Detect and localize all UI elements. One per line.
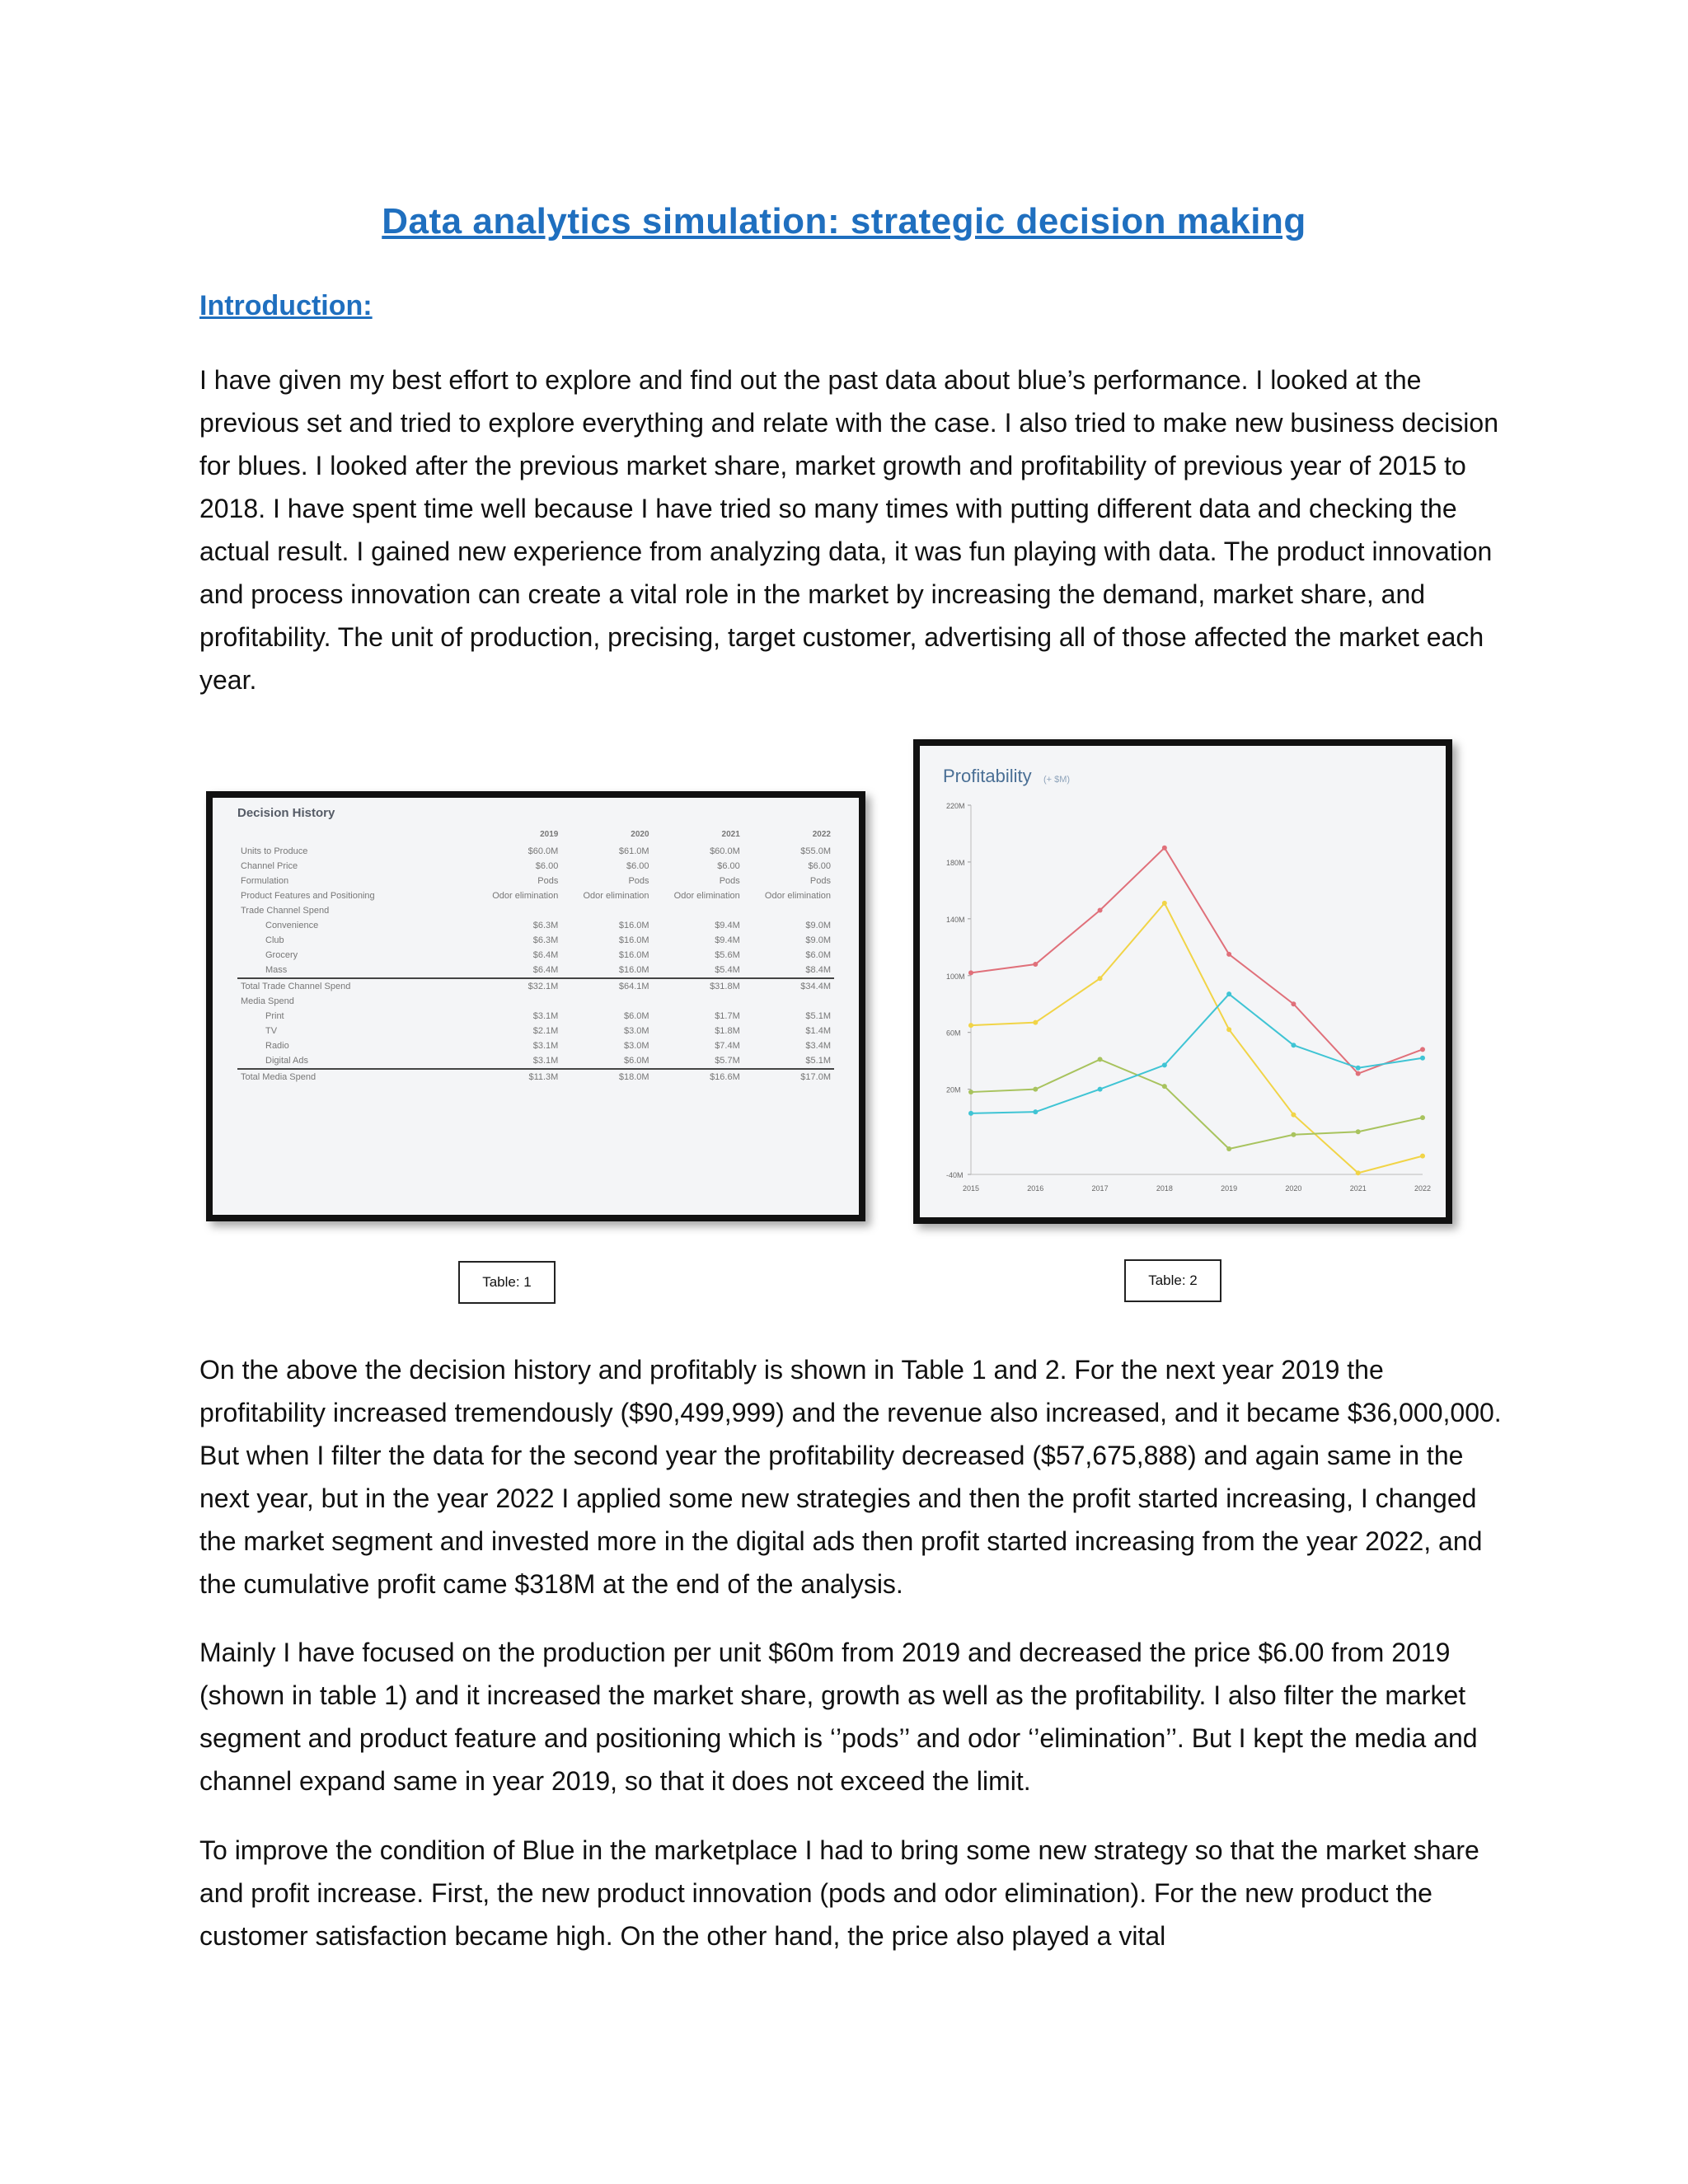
row-value: $9.0M	[805, 935, 831, 945]
row-value: $6.00	[717, 861, 740, 871]
y-tick-label: 20M	[946, 1085, 961, 1094]
row-label: TV	[265, 1026, 278, 1036]
chart-subtitle: (+ $M)	[1043, 775, 1071, 785]
header-empty	[237, 827, 471, 844]
row-label: Digital Ads	[265, 1056, 308, 1066]
row-value: $6.00	[808, 861, 831, 871]
row-value: $6.4M	[532, 965, 559, 975]
data-point-yellow	[968, 1023, 973, 1028]
row-value: $61.0M	[618, 846, 649, 856]
decision-history-row	[237, 948, 834, 963]
decision-history-title: Decision History	[237, 806, 335, 820]
decision-history-row	[237, 844, 834, 859]
row-label: Formulation	[241, 876, 289, 886]
decision-history-table	[237, 827, 834, 1085]
row-label: Media Spend	[241, 996, 294, 1006]
data-point-green	[1033, 1087, 1038, 1092]
header-year: 2022	[812, 830, 831, 839]
header-year: 2021	[721, 830, 740, 839]
decision-history-row	[237, 933, 834, 948]
decision-history-row	[237, 978, 834, 994]
row-value: $31.8M	[653, 978, 743, 994]
row-label: Print	[265, 1011, 284, 1021]
row-value: $18.0M	[561, 1069, 652, 1085]
row-value: $1.7M	[715, 1011, 740, 1021]
row-label: Units to Produce	[241, 846, 308, 856]
data-point-red	[1420, 1047, 1425, 1052]
row-value: $5.4M	[715, 965, 740, 975]
row-value: $17.0M	[743, 1069, 834, 1085]
row-value: $6.0M	[623, 1056, 649, 1066]
row-label: Grocery	[265, 950, 298, 960]
row-value	[471, 903, 561, 918]
chart-title: Profitability	[943, 766, 1032, 786]
decision-history-row	[237, 994, 834, 1009]
x-tick-label: 2015	[962, 1184, 980, 1193]
series-line-green	[971, 1059, 1423, 1149]
row-label: Mass	[265, 965, 288, 975]
row-value: $6.00	[535, 861, 559, 871]
row-value: $5.6M	[715, 950, 740, 960]
row-label: Convenience	[265, 921, 319, 930]
y-tick-label: 180M	[946, 858, 965, 867]
row-label: Product Features and Positioning	[241, 891, 375, 901]
row-value: $34.4M	[743, 978, 834, 994]
series-line-red	[971, 848, 1423, 1074]
row-label: Club	[265, 935, 284, 945]
row-label: Channel Price	[241, 861, 298, 871]
x-tick-label: 2020	[1285, 1184, 1302, 1193]
row-value: Pods	[628, 876, 649, 886]
row-value: $3.1M	[532, 1011, 559, 1021]
row-value: $16.0M	[618, 921, 649, 930]
x-tick-label: 2022	[1414, 1184, 1432, 1193]
row-value	[743, 903, 834, 918]
data-point-green	[968, 1090, 973, 1094]
data-point-yellow	[1291, 1113, 1296, 1118]
x-tick-label: 2019	[1221, 1184, 1238, 1193]
row-label: Total Media Spend	[237, 1069, 471, 1085]
data-point-teal	[1033, 1109, 1038, 1114]
decision-history-row	[237, 1038, 834, 1053]
row-value: Odor elimination	[764, 891, 831, 901]
decision-history-row	[237, 1053, 834, 1069]
row-value	[561, 903, 652, 918]
y-tick-label: 60M	[946, 1029, 961, 1038]
decision-history-header-row	[237, 827, 834, 844]
decision-history-row	[237, 1024, 834, 1038]
row-value: $9.4M	[715, 921, 740, 930]
data-point-yellow	[1356, 1170, 1361, 1175]
row-value: $60.0M	[528, 846, 559, 856]
row-value: $16.0M	[618, 965, 649, 975]
data-point-red	[1098, 908, 1103, 913]
decision-history-row	[237, 874, 834, 888]
row-value: $11.3M	[471, 1069, 561, 1085]
row-label: Trade Channel Spend	[241, 906, 330, 916]
row-value: $7.4M	[715, 1041, 740, 1051]
row-value: $64.1M	[561, 978, 652, 994]
row-value: $16.0M	[618, 950, 649, 960]
y-tick-label: -40M	[946, 1171, 964, 1179]
row-value: $55.0M	[800, 846, 831, 856]
row-value	[653, 994, 743, 1009]
focus-paragraph: Mainly I have focused on the production per unit $60m from 2019 and decreased the price $6.00 from 2019 (shown in table 1) and it increased the market share, growth as well as the profitability. I also filter the market segment and product feature and positioning which is ‘’pods’’ and odor ‘’elimination’’. But I kept the media and channel expand same in year 2019, so that it does not exceed the limit.	[199, 1638, 1478, 1796]
document-title: Data analytics simulation: strategic decision making	[382, 201, 1306, 241]
row-value: $9.4M	[715, 935, 740, 945]
row-value: $1.4M	[805, 1026, 831, 1036]
data-point-teal	[1356, 1066, 1361, 1071]
decision-history-row	[237, 903, 834, 918]
row-label: Total Trade Channel Spend	[237, 978, 471, 994]
row-value: $2.1M	[532, 1026, 559, 1036]
introduction-heading: Introduction:	[199, 290, 373, 321]
row-value: Pods	[719, 876, 740, 886]
row-value: $3.0M	[623, 1026, 649, 1036]
y-tick-label: 140M	[946, 915, 965, 924]
data-point-teal	[1420, 1056, 1425, 1061]
data-point-teal	[1226, 991, 1231, 996]
decision-history-row	[237, 963, 834, 978]
row-value: $6.00	[626, 861, 649, 871]
header-year: 2019	[540, 830, 559, 839]
row-value: Odor elimination	[673, 891, 740, 901]
data-point-yellow	[1162, 901, 1167, 906]
decision-history-row	[237, 1009, 834, 1024]
row-value: $6.0M	[805, 950, 831, 960]
y-tick-label: 100M	[946, 972, 965, 981]
decision-history-panel	[206, 791, 865, 1221]
x-tick-label: 2021	[1349, 1184, 1367, 1193]
row-value: $5.7M	[715, 1056, 740, 1066]
data-point-teal	[1098, 1087, 1103, 1092]
row-value: $6.3M	[532, 921, 559, 930]
intro-paragraph: I have given my best effort to explore and find out the past data about blue’s performance. I looked at the previous set and tried to explore everything and relate with the case. I also tried to make new business decision for blues. I looked after the previous market share, market growth and profitability of previous year of 2015 to 2018. I have spent time well because I have tried so many times with putting different data and checking the actual result. I gained new experience from analyzing data, it was fun playing with data. The product innovation and process innovation can create a vital role in the market by increasing the demand, market share, and profitability. The unit of production, precising, target customer, advertising all of those affected the market each year.	[199, 365, 1498, 695]
data-point-yellow	[1098, 976, 1103, 981]
row-value: Odor elimination	[492, 891, 559, 901]
header-year: 2020	[631, 830, 649, 839]
row-value: $5.1M	[805, 1011, 831, 1021]
data-point-yellow	[1033, 1020, 1038, 1025]
data-point-green	[1291, 1132, 1296, 1137]
data-point-teal	[1291, 1043, 1296, 1047]
row-value: $6.3M	[532, 935, 559, 945]
series-line-teal	[971, 994, 1423, 1113]
row-value: $3.0M	[623, 1041, 649, 1051]
x-tick-label: 2017	[1091, 1184, 1109, 1193]
data-point-teal	[1162, 1062, 1167, 1067]
row-value: $5.1M	[805, 1056, 831, 1066]
row-value	[743, 994, 834, 1009]
strategy-paragraph: To improve the condition of Blue in the marketplace I had to bring some new strategy so that the market share and profit increase. First, the new product innovation (pods and odor elimination). For the new product the customer satisfaction became high. On the other hand, the price also played a vital	[199, 1835, 1479, 1951]
profitability-chart	[920, 746, 1446, 1217]
row-value: $3.1M	[532, 1056, 559, 1066]
row-value: $6.0M	[623, 1011, 649, 1021]
profitability-chart-panel	[913, 739, 1452, 1224]
decision-history-row	[237, 918, 834, 933]
row-value	[471, 994, 561, 1009]
row-value: $60.0M	[710, 846, 740, 856]
data-point-green	[1098, 1057, 1103, 1062]
row-value: $1.8M	[715, 1026, 740, 1036]
row-value	[561, 994, 652, 1009]
decision-history-row	[237, 888, 834, 903]
table-2-caption: Table: 2	[1124, 1259, 1221, 1302]
row-value: $9.0M	[805, 921, 831, 930]
data-point-red	[1356, 1071, 1361, 1076]
data-point-yellow	[1226, 1027, 1231, 1032]
row-value: $16.6M	[653, 1069, 743, 1085]
x-tick-label: 2016	[1027, 1184, 1044, 1193]
row-value: $8.4M	[805, 965, 831, 975]
row-value: $32.1M	[471, 978, 561, 994]
data-point-red	[1162, 846, 1167, 851]
row-value: Pods	[537, 876, 559, 886]
data-point-green	[1162, 1084, 1167, 1089]
row-value: $3.1M	[532, 1041, 559, 1051]
table-1-caption: Table: 1	[458, 1261, 556, 1304]
row-value: $16.0M	[618, 935, 649, 945]
row-value: $3.4M	[805, 1041, 831, 1051]
data-point-red	[968, 970, 973, 975]
row-value: Pods	[809, 876, 831, 886]
data-point-teal	[968, 1111, 973, 1116]
row-label: Radio	[265, 1041, 289, 1051]
decision-history-row	[237, 859, 834, 874]
data-point-red	[1033, 962, 1038, 967]
row-value: $6.4M	[532, 950, 559, 960]
decision-history-row	[237, 1069, 834, 1085]
data-point-green	[1420, 1115, 1425, 1120]
data-point-yellow	[1420, 1154, 1425, 1159]
data-point-red	[1226, 952, 1231, 957]
row-value: Odor elimination	[583, 891, 649, 901]
data-point-green	[1356, 1129, 1361, 1134]
decision-history-body	[237, 844, 834, 1085]
row-value	[653, 903, 743, 918]
data-point-red	[1291, 1001, 1296, 1006]
data-point-green	[1226, 1146, 1231, 1151]
analysis-paragraph: On the above the decision history and profitably is shown in Table 1 and 2. For the next year 2019 the profitability increased tremendously ($90,499,999) and the revenue also increased, and it became $36,000,000. But when I filter the data for the second year the profitability decreased ($57,675,888) and again same in the next year, but in the year 2022 I applied some new strategies and then the profit started increasing, I changed the market segment and invested more in the digital ads then profit started increasing from the year 2022, and the cumulative profit came $318M at the end of the analysis.	[199, 1355, 1502, 1599]
y-tick-label: 220M	[946, 802, 965, 810]
x-tick-label: 2018	[1156, 1184, 1173, 1193]
